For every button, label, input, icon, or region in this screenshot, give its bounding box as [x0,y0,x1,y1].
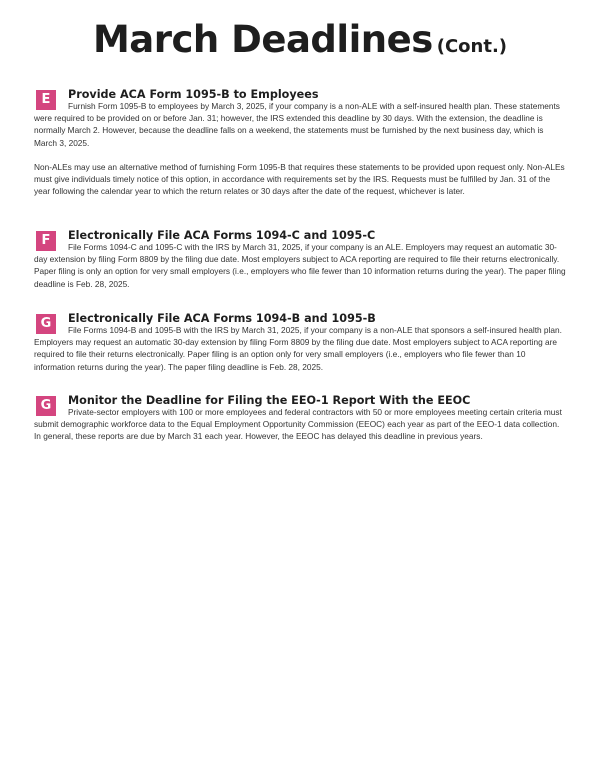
section-heading: Provide ACA Form 1095-B to Employees [68,88,319,101]
section-heading: Monitor the Deadline for Filing the EEO-1 Report With the EEOC [68,394,471,407]
section-badge: G [36,396,56,416]
page-title [0,18,600,61]
section-paragraph: File Forms 1094-C and 1095-C with the IRS by March 31, 2025, if your company is an ALE. Employers may request an automatic 30-day extension by filing Form 8809 by the filing due date. Most employers subject to ACA reporting are required to file their returns electronically. Paper filing is only an option for very small employers (i.e., employers who file fewer than 10 information returns during the year). The paper filing deadline is Feb. 28, 2025. [34,242,566,289]
title-subtitle: (Cont.) [436,36,508,57]
section-heading: Electronically File ACA Forms 1094-B and 1095-B [68,312,376,325]
section-e [34,88,566,197]
section-g-eeo [34,394,566,443]
section-f [34,229,566,290]
section-paragraph: Private-sector employers with 100 or more employees and federal contractors with 50 or more employees meeting certain criteria must submit demographic workforce data to the Equal Employment Opportunity Commission (EEOC) each year as part of the EEO-1 data collection. In general, these reports are due by March 31 each year. However, the EEOC has delayed this deadline in previous years. [34,407,562,442]
section-paragraph: Furnish Form 1095-B to employees by March 3, 2025, if your company is a non-ALE with a self-insured health plan. These statements were required to be provided on or before Jan. 31; however, the IRS extended this deadline by 30 days. With the extension, the deadline is normally March 2. However, because the deadline falls on a weekend, the statements must be furnished by the next business day, which is March 3, 2025. [34,101,560,148]
section-g-aca [34,312,566,373]
section-heading: Electronically File ACA Forms 1094-C and 1095-C [68,229,376,242]
section-paragraph: Non-ALEs may use an alternative method of furnishing Form 1095-B that requires these statements to be provided upon request only. Non-ALEs must give individuals timely notice of this option, in accordance with requirements set by the IRS. Requests must be fulfilled by Jan. 31 of the year following the calendar year to which the return relates or 30 days after the date of the request, whichever is later. [34,161,565,197]
section-badge: G [36,314,56,334]
section-badge: E [36,90,56,110]
title-main: March Deadlines [92,18,433,61]
section-badge: F [36,231,56,251]
section-paragraph: File Forms 1094-B and 1095-B with the IRS by March 31, 2025, if your company is a non-ALE that sponsors a self-insured health plan. Employers may request an automatic 30-day extension by filing Form 8809 by the filing due date. Most employers subject to ACA reporting are required to file their returns electronically. Paper filing is an option only for very small employers (i.e., employers who file fewer than 10 information returns during the year). The paper filing deadline is Feb. 28, 2025. [34,325,562,372]
